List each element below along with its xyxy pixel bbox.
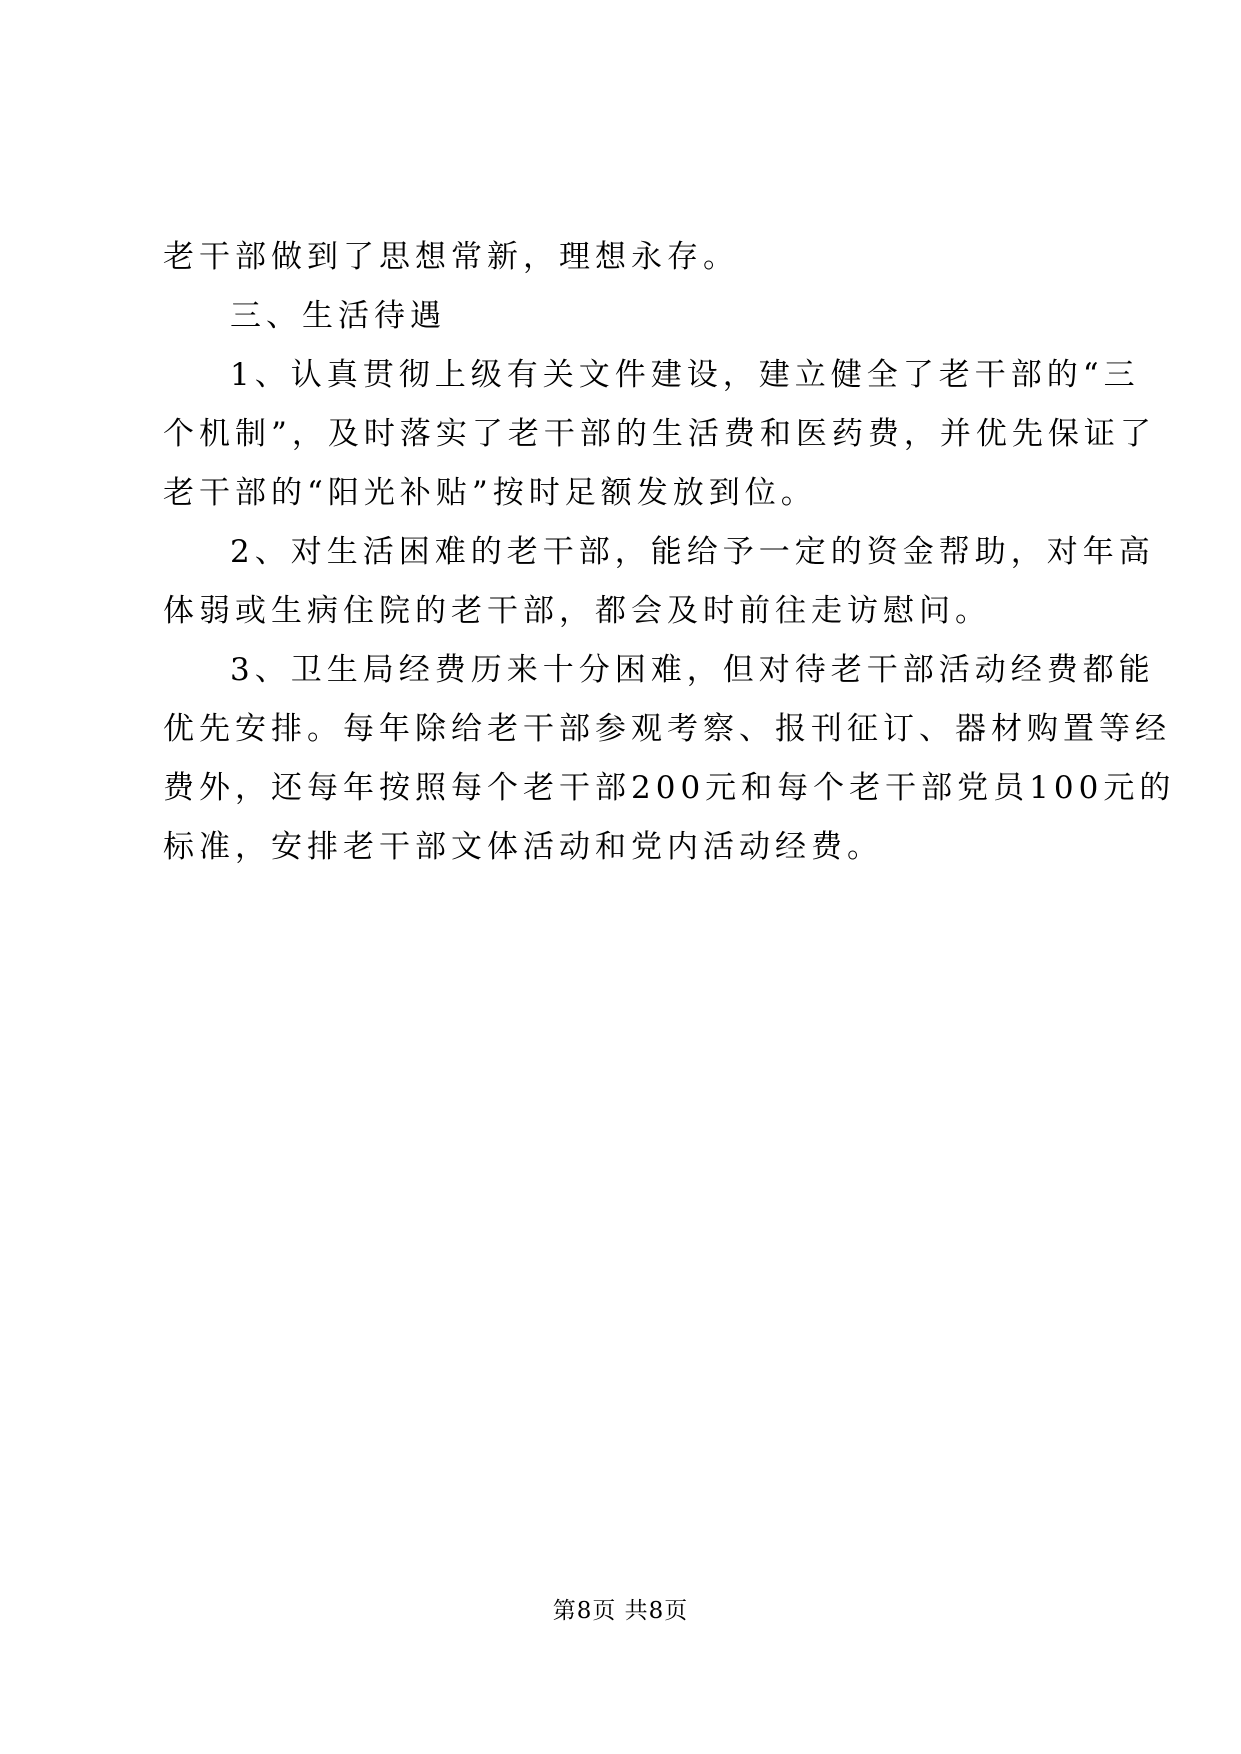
- body-line: 标准，安排老干部文体活动和党内活动经费。: [163, 829, 883, 865]
- body-line: 3、卫生局经费历来十分困难，但对待老干部活动经费都能: [230, 652, 1155, 688]
- document-body: [163, 228, 1176, 877]
- body-line: 体弱或生病住院的老干部，都会及时前往走访慰问。: [163, 593, 991, 629]
- body-line: 个机制”，及时落实了老干部的生活费和医药费，并优先保证了: [163, 416, 1156, 452]
- body-line: 1、认真贯彻上级有关文件建设，建立健全了老干部的“三: [230, 357, 1140, 393]
- section-heading: 三、生活待遇: [230, 298, 446, 334]
- body-line: 老干部的“阳光补贴”按时足额发放到位。: [163, 475, 817, 511]
- page-footer: 第8页 共8页: [552, 1598, 689, 1624]
- body-line: 老干部做到了思想常新，理想永存。: [163, 239, 739, 275]
- body-line: 优先安排。每年除给老干部参观考察、报刊征订、器材购置等经: [163, 711, 1171, 747]
- body-line: 2、对生活困难的老干部，能给予一定的资金帮助，对年高: [230, 534, 1155, 570]
- body-line: 费外，还每年按照每个老干部200元和每个老干部党员100元的: [163, 770, 1176, 806]
